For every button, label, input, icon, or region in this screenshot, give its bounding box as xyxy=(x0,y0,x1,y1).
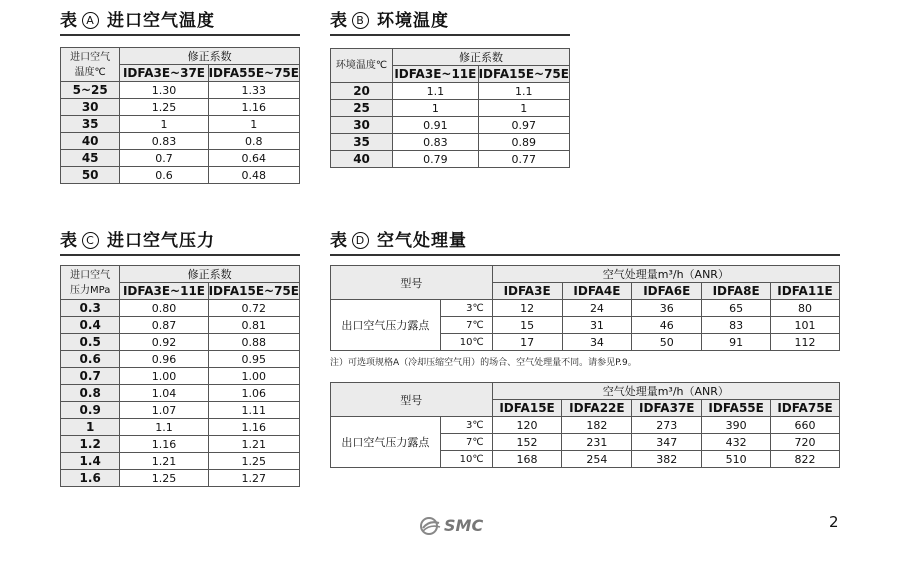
row-label: 25 xyxy=(331,100,393,117)
table-cell: 0.95 xyxy=(208,351,299,368)
table-cell: 1.27 xyxy=(208,470,299,487)
table-c-letter: C xyxy=(82,232,99,249)
table-d1-group-header: 空气处理量m³/h（ANR） xyxy=(492,266,839,283)
table-cell: 1.00 xyxy=(208,368,299,385)
table-c-col-header: IDFA3E~11E xyxy=(120,283,208,300)
table-a-row-header-line1: 进口空气 xyxy=(70,51,111,63)
table-b-row-header: 环境温度℃ xyxy=(331,49,393,83)
table-row xyxy=(61,470,300,487)
table-row xyxy=(331,151,570,168)
table-cell: 46 xyxy=(632,317,702,334)
table-row xyxy=(331,83,570,100)
model-col-header: IDFA8E xyxy=(702,283,771,300)
table-row xyxy=(61,133,300,150)
table-cell: 1.07 xyxy=(120,402,208,419)
table-c-title-text: 进口空气压力 xyxy=(107,231,215,251)
table-a-prefix: 表 xyxy=(60,11,78,31)
table-cell: 1.11 xyxy=(208,402,299,419)
table-row xyxy=(61,385,300,402)
model-col-header: IDFA37E xyxy=(632,400,702,417)
table-a-col-header: IDFA3E~37E xyxy=(120,65,208,82)
table-b-group-header: 修正系数 xyxy=(393,49,570,66)
model-col-header: IDFA22E xyxy=(562,400,632,417)
table-cell: 1 xyxy=(478,100,569,117)
table-cell: 31 xyxy=(562,317,632,334)
table-cell: 1.33 xyxy=(208,82,299,99)
table-row xyxy=(61,99,300,116)
row-label: 50 xyxy=(61,167,120,184)
table-cell: 347 xyxy=(632,434,702,451)
table-cell: 1.16 xyxy=(208,99,299,116)
table-a-section xyxy=(60,6,300,36)
row-label: 0.7 xyxy=(61,368,120,385)
table-d-note: 注）可选项规格A（冷却压缩空气用）的场合、空气处理量不同。请参见P.9。 xyxy=(330,358,637,368)
table-cell: 34 xyxy=(562,334,632,351)
dewpoint-label: 10℃ xyxy=(440,451,492,468)
table-c-row-header xyxy=(61,266,120,300)
table-cell: 510 xyxy=(702,451,771,468)
table-cell: 720 xyxy=(771,434,840,451)
table-cell: 0.72 xyxy=(208,300,299,317)
table-a-col-header: IDFA55E~75E xyxy=(208,66,299,80)
table-cell: 0.97 xyxy=(478,117,569,134)
table-cell: 231 xyxy=(562,434,632,451)
table-cell: 0.87 xyxy=(120,317,208,334)
table-row xyxy=(61,453,300,470)
table-row xyxy=(61,116,300,133)
table-cell: 1.04 xyxy=(120,385,208,402)
table-d1-model-label: 型号 xyxy=(331,266,493,300)
table-cell: 0.88 xyxy=(208,334,299,351)
table-c-col-header: IDFA15E~75E xyxy=(208,284,299,298)
table-b-prefix: 表 xyxy=(330,11,348,31)
table-d-title-text: 空气处理量 xyxy=(377,231,467,251)
table-cell: 1 xyxy=(120,116,208,133)
table-row xyxy=(331,300,840,317)
table-cell: 1.06 xyxy=(208,385,299,402)
table-d-prefix: 表 xyxy=(330,231,348,251)
table-cell: 0.83 xyxy=(393,134,479,151)
table-cell: 822 xyxy=(771,451,840,468)
table-cell: 182 xyxy=(562,417,632,434)
row-label: 1.2 xyxy=(61,436,120,453)
table-d-title xyxy=(330,226,840,256)
table-row xyxy=(61,436,300,453)
table-cell: 1.16 xyxy=(120,436,208,453)
table-cell: 1.25 xyxy=(208,453,299,470)
table-cell: 0.48 xyxy=(208,167,299,184)
row-label: 1.4 xyxy=(61,453,120,470)
table-a-group-header: 修正系数 xyxy=(120,48,300,65)
table-cell: 1 xyxy=(393,100,479,117)
smc-logo-text: SMC xyxy=(444,516,484,535)
table-row xyxy=(331,100,570,117)
smc-logo xyxy=(420,516,483,535)
table-cell: 1.30 xyxy=(120,82,208,99)
table-cell: 0.80 xyxy=(120,300,208,317)
table-cell: 0.77 xyxy=(478,151,569,168)
table-c-section xyxy=(60,226,300,256)
table-a-row-header-line2: 温度℃ xyxy=(74,66,106,78)
table-a-title xyxy=(60,6,300,36)
table-c-row-header-line1: 进口空气 xyxy=(70,269,111,281)
dewpoint-group-label: 出口空气压力露点 xyxy=(331,417,441,468)
table-cell: 1.25 xyxy=(120,470,208,487)
row-label: 1 xyxy=(61,419,120,436)
dewpoint-label: 3℃ xyxy=(440,300,492,317)
table-c-row-header-line2: 压力MPa xyxy=(70,284,111,296)
table-cell: 1.16 xyxy=(208,419,299,436)
table-cell: 91 xyxy=(702,334,771,351)
row-label: 0.8 xyxy=(61,385,120,402)
table-cell: 0.64 xyxy=(208,150,299,167)
row-label: 35 xyxy=(61,116,120,133)
table-cell: 1.21 xyxy=(208,436,299,453)
table-cell: 0.6 xyxy=(120,167,208,184)
table-row xyxy=(61,150,300,167)
table-cell: 0.81 xyxy=(208,317,299,334)
row-label: 40 xyxy=(61,133,120,150)
table-cell: 65 xyxy=(702,300,771,317)
table-a-row-header xyxy=(61,48,120,82)
dewpoint-label: 10℃ xyxy=(440,334,492,351)
table-b-title-text: 环境温度 xyxy=(377,11,449,31)
table-b-section xyxy=(330,6,570,36)
table-cell: 12 xyxy=(492,300,562,317)
table-cell: 0.8 xyxy=(208,133,299,150)
table-cell: 112 xyxy=(771,334,840,351)
table-cell: 0.89 xyxy=(478,134,569,151)
table-c-group-header: 修正系数 xyxy=(120,266,300,283)
table-cell: 168 xyxy=(492,451,562,468)
row-label: 0.5 xyxy=(61,334,120,351)
dewpoint-group-label: 出口空气压力露点 xyxy=(331,300,441,351)
table-row xyxy=(61,167,300,184)
table-cell: 36 xyxy=(632,300,702,317)
table-cell: 1.1 xyxy=(393,83,479,100)
table-cell: 1.00 xyxy=(120,368,208,385)
table-cell: 1.1 xyxy=(478,83,569,100)
row-label: 30 xyxy=(61,99,120,116)
table-a xyxy=(60,47,300,184)
table-row xyxy=(61,300,300,317)
table-row xyxy=(331,134,570,151)
dewpoint-label: 7℃ xyxy=(440,317,492,334)
model-col-header: IDFA11E xyxy=(771,283,840,300)
table-a-title-text: 进口空气温度 xyxy=(107,11,215,31)
table-cell: 15 xyxy=(492,317,562,334)
table-cell: 1 xyxy=(208,116,299,133)
dewpoint-label: 7℃ xyxy=(440,434,492,451)
row-label: 45 xyxy=(61,150,120,167)
table-cell: 254 xyxy=(562,451,632,468)
table-c xyxy=(60,265,300,487)
row-label: 0.6 xyxy=(61,351,120,368)
table-cell: 382 xyxy=(632,451,702,468)
model-col-header: IDFA15E xyxy=(492,400,562,417)
table-cell: 0.79 xyxy=(393,151,479,168)
row-label: 40 xyxy=(331,151,393,168)
table-d-part1 xyxy=(330,265,840,351)
row-label: 1.6 xyxy=(61,470,120,487)
table-row xyxy=(61,419,300,436)
table-row xyxy=(331,417,840,434)
table-row xyxy=(61,402,300,419)
table-cell: 152 xyxy=(492,434,562,451)
model-col-header: IDFA55E xyxy=(702,400,771,417)
table-row xyxy=(61,351,300,368)
table-cell: 101 xyxy=(771,317,840,334)
row-label: 5~25 xyxy=(61,82,120,99)
table-cell: 17 xyxy=(492,334,562,351)
row-label: 0.4 xyxy=(61,317,120,334)
table-cell: 1.25 xyxy=(120,99,208,116)
row-label: 0.3 xyxy=(61,300,120,317)
table-c-title xyxy=(60,226,300,256)
table-cell: 390 xyxy=(702,417,771,434)
table-cell: 0.91 xyxy=(393,117,479,134)
model-col-header: IDFA3E xyxy=(492,283,562,300)
table-cell: 0.96 xyxy=(120,351,208,368)
table-b-letter: B xyxy=(352,12,369,29)
row-label: 35 xyxy=(331,134,393,151)
row-label: 0.9 xyxy=(61,402,120,419)
model-col-header: IDFA6E xyxy=(632,283,702,300)
row-label: 30 xyxy=(331,117,393,134)
table-cell: 0.7 xyxy=(120,150,208,167)
table-b-title xyxy=(330,6,570,36)
table-b xyxy=(330,48,570,168)
model-col-header: IDFA4E xyxy=(562,283,632,300)
table-cell: 80 xyxy=(771,300,840,317)
table-cell: 24 xyxy=(562,300,632,317)
table-cell: 0.83 xyxy=(120,133,208,150)
table-cell: 432 xyxy=(702,434,771,451)
row-label: 20 xyxy=(331,83,393,100)
dewpoint-label: 3℃ xyxy=(440,417,492,434)
table-cell: 120 xyxy=(492,417,562,434)
table-a-letter: A xyxy=(82,12,99,29)
page-number: 2 xyxy=(829,513,839,531)
table-row xyxy=(331,117,570,134)
table-d2-group-header: 空气处理量m³/h（ANR） xyxy=(492,383,839,400)
table-c-prefix: 表 xyxy=(60,231,78,251)
table-row xyxy=(61,82,300,99)
table-b-col-header: IDFA15E~75E xyxy=(478,67,569,81)
table-cell: 0.92 xyxy=(120,334,208,351)
table-d-part2 xyxy=(330,382,840,468)
table-cell: 1.1 xyxy=(120,419,208,436)
table-d-letter: D xyxy=(352,232,369,249)
table-cell: 50 xyxy=(632,334,702,351)
table-d2-model-label: 型号 xyxy=(331,383,493,417)
table-cell: 1.21 xyxy=(120,453,208,470)
smc-logo-icon xyxy=(420,517,442,535)
model-col-header: IDFA75E xyxy=(771,400,840,417)
table-cell: 83 xyxy=(702,317,771,334)
table-cell: 660 xyxy=(771,417,840,434)
table-row xyxy=(61,334,300,351)
table-row xyxy=(61,368,300,385)
table-cell: 273 xyxy=(632,417,702,434)
table-row xyxy=(61,317,300,334)
table-d-section xyxy=(330,226,840,256)
table-b-col-header: IDFA3E~11E xyxy=(394,67,477,81)
